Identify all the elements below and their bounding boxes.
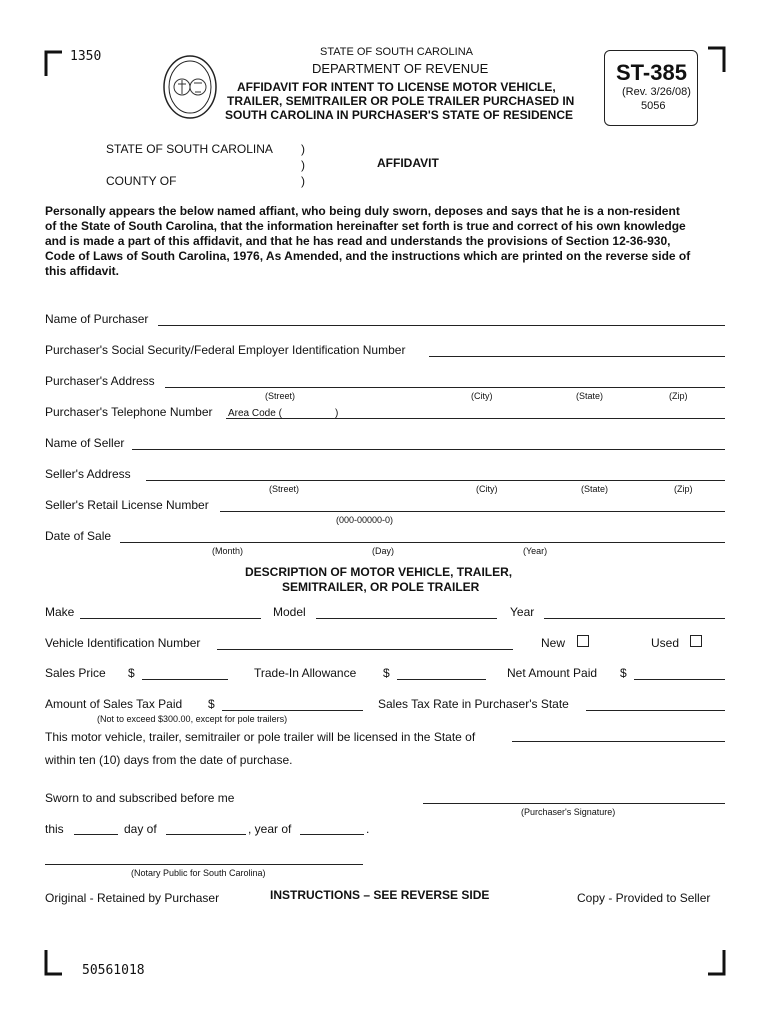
caption-county: COUNTY OF bbox=[106, 174, 177, 188]
purchaser-name-label: Name of Purchaser bbox=[45, 312, 149, 326]
sworn-day-field[interactable] bbox=[74, 834, 118, 835]
vin-label: Vehicle Identification Number bbox=[45, 636, 201, 650]
purchaser-address-field[interactable] bbox=[165, 387, 725, 388]
net-amount-label: Net Amount Paid bbox=[507, 666, 598, 680]
sworn-month-field[interactable] bbox=[166, 834, 246, 835]
purchaser-city-caption: (City) bbox=[471, 391, 493, 401]
sales-tax-label: Amount of Sales Tax Paid bbox=[45, 697, 183, 711]
vin-field[interactable] bbox=[217, 649, 513, 650]
trade-in-field[interactable] bbox=[397, 679, 486, 680]
sworn-year-field[interactable] bbox=[300, 834, 364, 835]
department: DEPARTMENT OF REVENUE bbox=[312, 61, 489, 76]
vehicle-heading-1: DESCRIPTION OF MOTOR VEHICLE, TRAILER, bbox=[245, 565, 513, 579]
seller-zip-caption: (Zip) bbox=[674, 484, 693, 494]
license-format-caption: (000-00000-0) bbox=[336, 515, 394, 525]
purchaser-phone-label: Purchaser's Telephone Number bbox=[45, 405, 213, 419]
day-of-text: day of bbox=[124, 822, 157, 836]
caption-paren-2: ) bbox=[301, 158, 305, 172]
year-of-text: , year of bbox=[248, 822, 292, 836]
vehicle-heading-2: SEMITRAILER, OR POLE TRAILER bbox=[282, 580, 480, 594]
purchaser-street-caption: (Street) bbox=[265, 391, 296, 401]
model-label: Model bbox=[273, 605, 306, 619]
year-field[interactable] bbox=[544, 618, 725, 619]
seller-city-caption: (City) bbox=[476, 484, 498, 494]
seller-license-label: Seller's Retail License Number bbox=[45, 498, 209, 512]
state-seal-icon bbox=[162, 54, 218, 120]
copy-provided-text: Copy - Provided to Seller bbox=[577, 891, 711, 905]
purchaser-signature-field[interactable] bbox=[423, 803, 725, 804]
intro-line-5: this affidavit. bbox=[45, 264, 120, 278]
year-label: Year bbox=[510, 605, 535, 619]
net-amount-dollar: $ bbox=[620, 666, 627, 680]
original-retained-text: Original - Retained by Purchaser bbox=[45, 891, 220, 905]
make-label: Make bbox=[45, 605, 75, 619]
corner-mark-bottom-right bbox=[708, 950, 726, 976]
purchaser-state-caption: (State) bbox=[576, 391, 604, 401]
sales-price-label: Sales Price bbox=[45, 666, 106, 680]
trade-in-label: Trade-In Allowance bbox=[254, 666, 357, 680]
make-field[interactable] bbox=[80, 618, 261, 619]
form-code-bottom: 50561018 bbox=[82, 963, 145, 978]
seller-address-label: Seller's Address bbox=[45, 467, 131, 481]
net-amount-field[interactable] bbox=[634, 679, 725, 680]
revision: (Rev. 3/26/08) bbox=[622, 86, 691, 98]
sales-tax-note: (Not to exceed $300.00, except for pole trailers) bbox=[97, 714, 288, 724]
licensed-in-label: This motor vehicle, trailer, semitrailer or pole trailer will be licensed in the State of bbox=[45, 730, 476, 744]
new-label: New bbox=[541, 636, 566, 650]
title-line-1: AFFIDAVIT FOR INTENT TO LICENSE MOTOR VEHICLE, bbox=[237, 80, 556, 94]
caption-paren-3: ) bbox=[301, 174, 305, 188]
tax-rate-field[interactable] bbox=[586, 710, 725, 711]
state-line: STATE OF SOUTH CAROLINA bbox=[320, 46, 473, 58]
purchaser-signature-caption: (Purchaser's Signature) bbox=[521, 807, 616, 817]
seller-name-label: Name of Seller bbox=[45, 436, 125, 450]
sales-tax-field[interactable] bbox=[222, 710, 363, 711]
notary-caption: (Notary Public for South Carolina) bbox=[131, 868, 266, 878]
purchaser-zip-caption: (Zip) bbox=[669, 391, 688, 401]
seller-street-caption: (Street) bbox=[269, 484, 300, 494]
period-text: . bbox=[366, 822, 370, 836]
notary-signature-field[interactable] bbox=[45, 864, 363, 865]
caption-paren-1: ) bbox=[301, 142, 305, 156]
purchaser-address-label: Purchaser's Address bbox=[45, 374, 155, 388]
corner-mark-top-right bbox=[708, 46, 726, 72]
sales-price-field[interactable] bbox=[142, 679, 228, 680]
sales-price-dollar: $ bbox=[128, 666, 135, 680]
within-days-text: within ten (10) days from the date of purchase. bbox=[45, 753, 293, 767]
seller-license-field[interactable] bbox=[220, 511, 725, 512]
seller-address-field[interactable] bbox=[146, 480, 725, 481]
licensed-in-field[interactable] bbox=[512, 741, 725, 742]
purchaser-ssn-label: Purchaser's Social Security/Federal Employer Identification Number bbox=[45, 343, 406, 357]
area-code-close: ) bbox=[335, 408, 339, 419]
affidavit-heading: AFFIDAVIT bbox=[377, 156, 439, 170]
form-code-top: 1350 bbox=[70, 49, 102, 64]
day-caption: (Day) bbox=[372, 546, 394, 556]
new-checkbox[interactable] bbox=[577, 635, 589, 647]
seller-state-caption: (State) bbox=[581, 484, 609, 494]
year-caption: (Year) bbox=[523, 546, 548, 556]
revision-code: 5056 bbox=[641, 100, 666, 112]
intro-line-3: and is made a part of this affidavit, and that he has read and understands the provisions of Section 12-36-930, bbox=[45, 234, 671, 248]
used-label: Used bbox=[651, 636, 680, 650]
purchaser-ssn-field[interactable] bbox=[429, 356, 725, 357]
this-text: this bbox=[45, 822, 64, 836]
used-checkbox[interactable] bbox=[690, 635, 702, 647]
purchaser-name-field[interactable] bbox=[158, 325, 725, 326]
instructions-text: INSTRUCTIONS – SEE REVERSE SIDE bbox=[270, 888, 490, 902]
title-line-3: SOUTH CAROLINA IN PURCHASER'S STATE OF RESIDENCE bbox=[225, 108, 573, 122]
corner-mark-bottom-left bbox=[44, 950, 62, 976]
title-line-2: TRAILER, SEMITRAILER OR POLE TRAILER PURCHASED IN bbox=[227, 94, 575, 108]
model-field[interactable] bbox=[316, 618, 497, 619]
purchaser-phone-field[interactable] bbox=[226, 418, 725, 419]
form-number: ST-385 bbox=[616, 60, 687, 85]
sales-tax-dollar: $ bbox=[208, 697, 215, 711]
tax-rate-label: Sales Tax Rate in Purchaser's State bbox=[378, 697, 569, 711]
intro-line-2: of the State of South Carolina, that the information hereinafter set forth is true and correct of his own knowledge bbox=[45, 219, 686, 233]
seller-name-field[interactable] bbox=[132, 449, 725, 450]
area-code-label: Area Code ( bbox=[228, 408, 282, 419]
date-of-sale-field[interactable] bbox=[120, 542, 725, 543]
sworn-text: Sworn to and subscribed before me bbox=[45, 791, 235, 805]
trade-in-dollar: $ bbox=[383, 666, 390, 680]
caption-state: STATE OF SOUTH CAROLINA bbox=[106, 142, 273, 156]
intro-line-4: Code of Laws of South Carolina, 1976, As Amended, and the instructions which are printed on the reverse side of bbox=[45, 249, 691, 263]
month-caption: (Month) bbox=[212, 546, 244, 556]
date-of-sale-label: Date of Sale bbox=[45, 529, 112, 543]
corner-mark-top-left bbox=[44, 50, 62, 76]
intro-line-1: Personally appears the below named affiant, who being duly sworn, deposes and says that he is a non-resident bbox=[45, 204, 680, 218]
